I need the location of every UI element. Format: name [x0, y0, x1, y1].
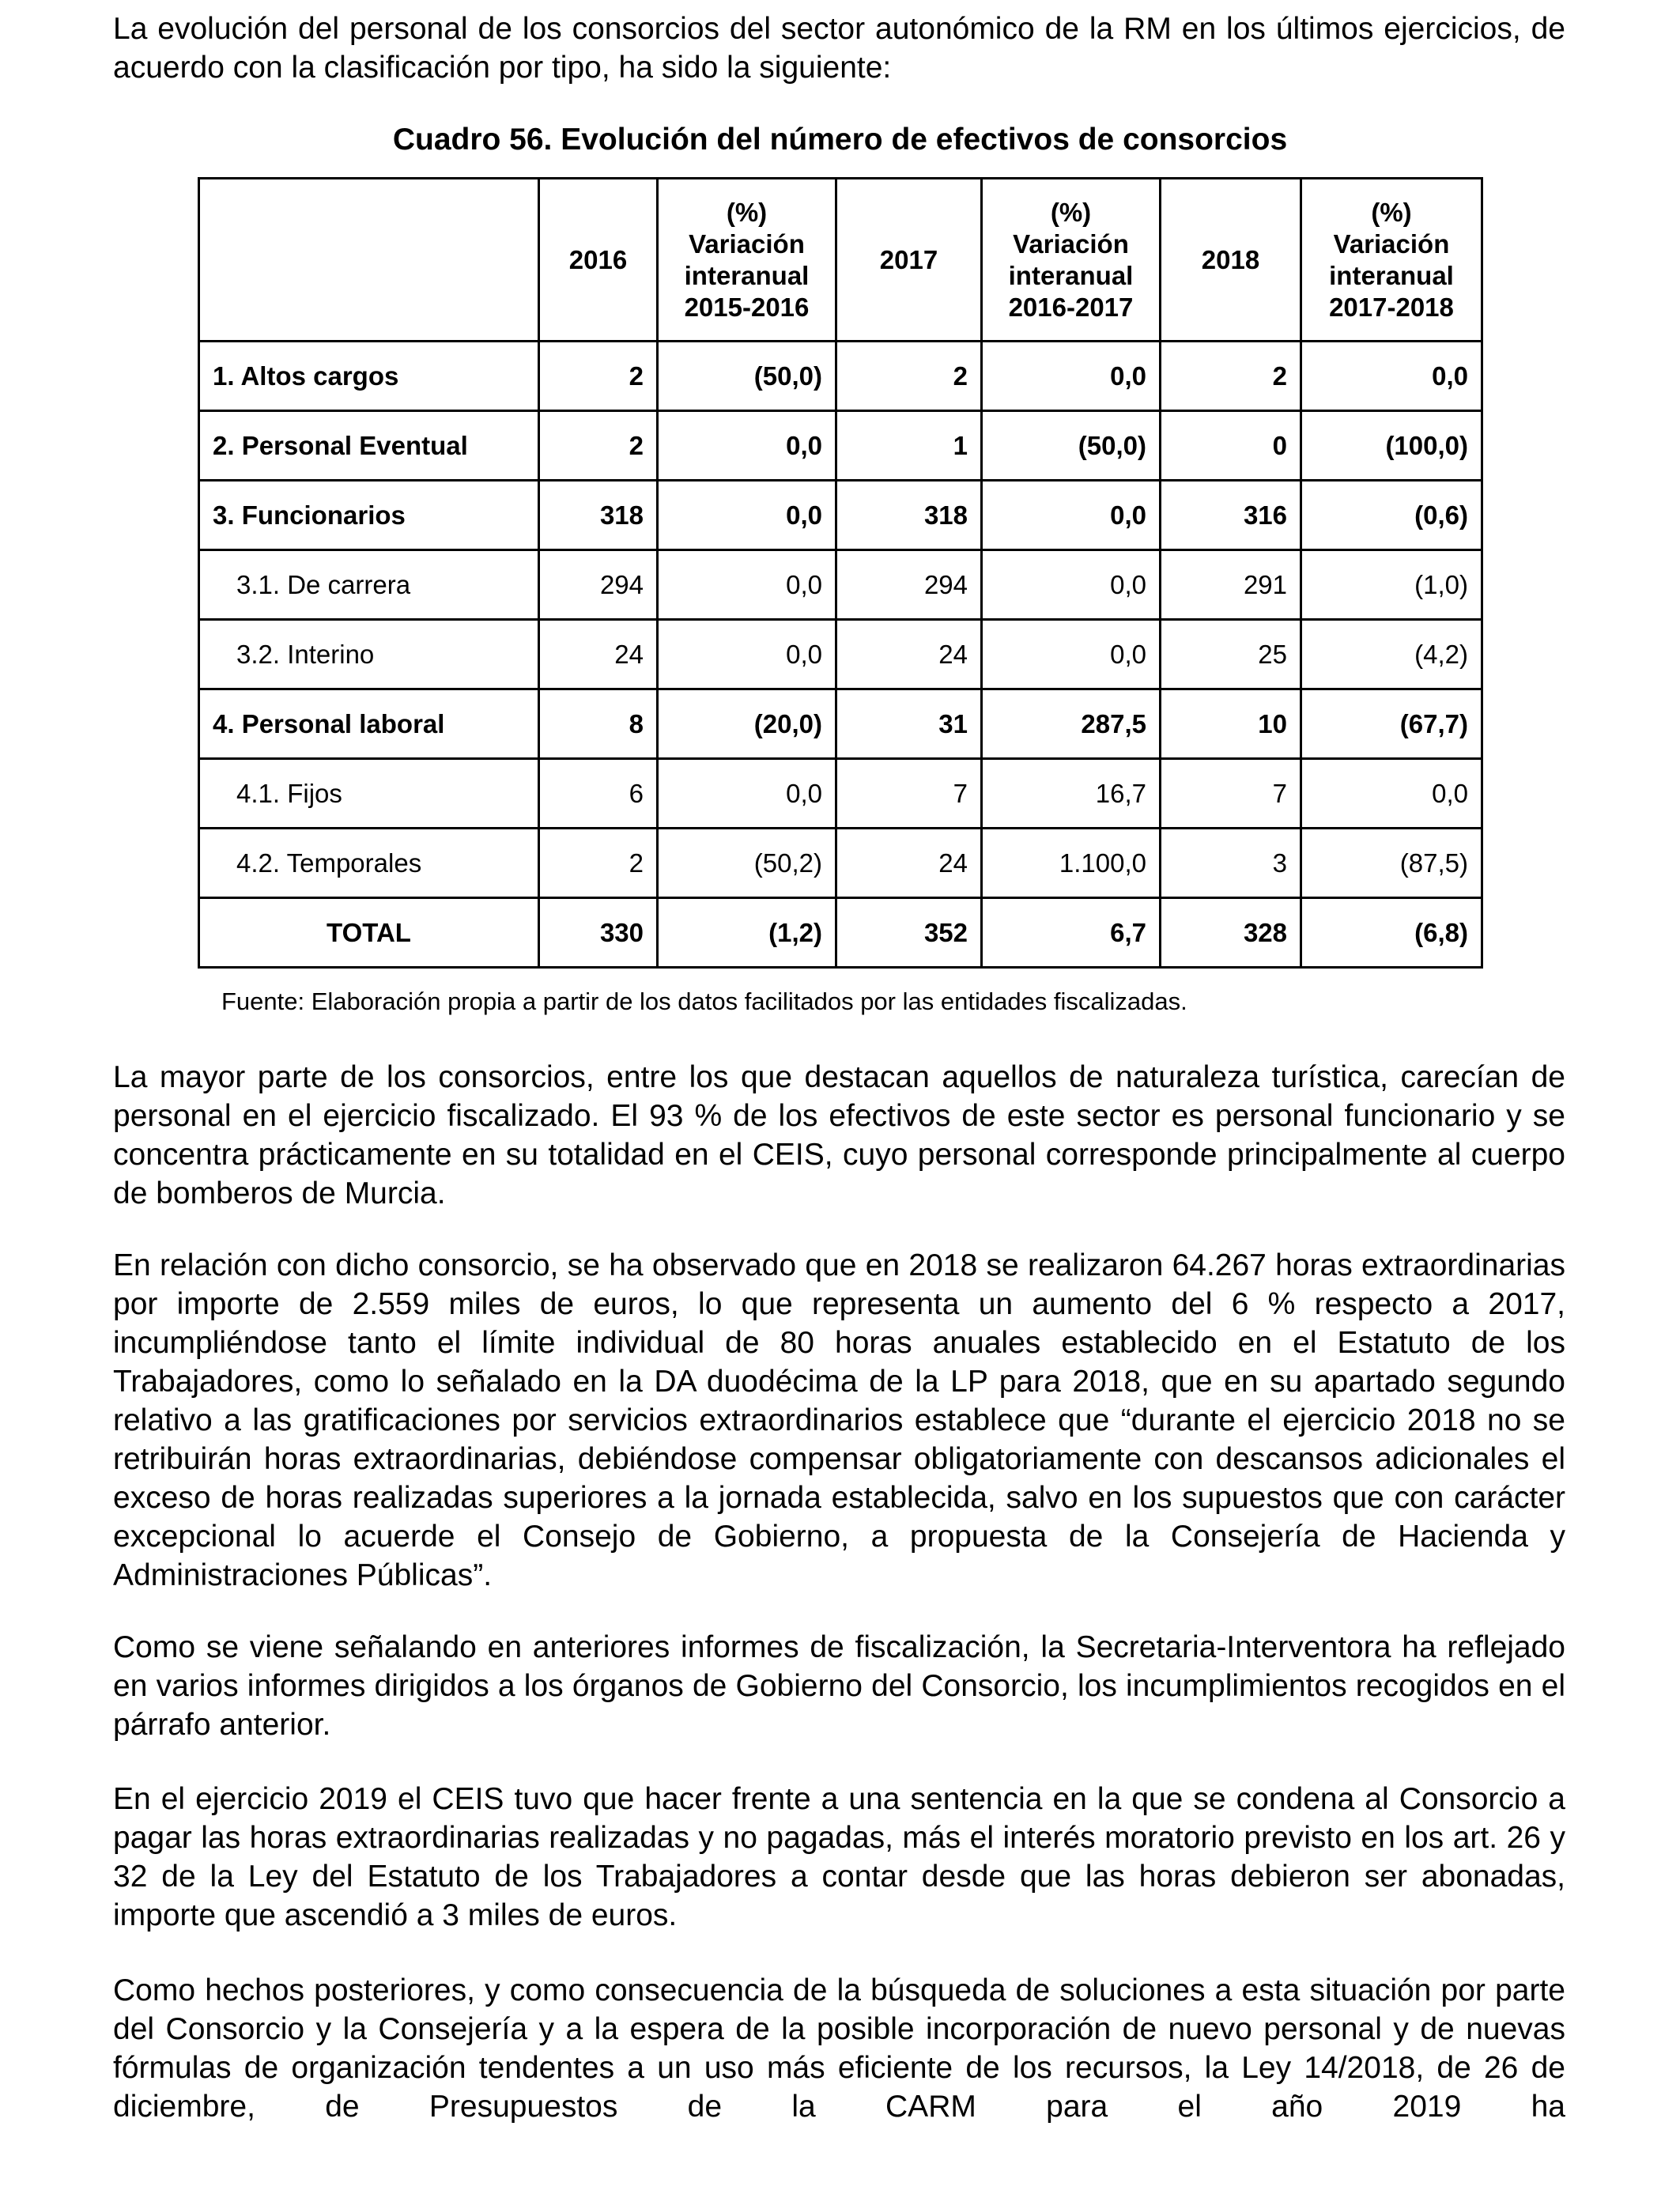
cell-var-2017-2018: (4,2): [1301, 620, 1482, 689]
cell-2016: 2: [539, 342, 658, 411]
header-variation-2017-2018: (%) Variación interanual 2017-2018: [1301, 179, 1482, 342]
body-paragraph-3: Como se viene señalando en anteriores informes de fiscalización, la Secretaria-Interventora ha reflejado en varios informes dirigidos a los órganos de Gobierno del Consorcio, los incumplimientos recogidos en el párrafo anterior.: [113, 1630, 1565, 1742]
cell-2018: 7: [1161, 759, 1301, 829]
row-label: 4.1. Fijos: [199, 759, 539, 829]
cell-var-2016-2017: 0,0: [982, 550, 1161, 620]
consorcios-staff-table: [198, 177, 1483, 969]
cell-var-2017-2018: (67,7): [1301, 689, 1482, 759]
cell-var-2016-2017: 0,0: [982, 620, 1161, 689]
row-label: TOTAL: [199, 898, 539, 968]
row-label: 3. Funcionarios: [199, 481, 539, 550]
table-row: [199, 829, 1482, 898]
cell-var-2017-2018: (1,0): [1301, 550, 1482, 620]
cell-2016: 24: [539, 620, 658, 689]
cell-var-2015-2016: (1,2): [658, 898, 836, 968]
table-header-row: [199, 179, 1482, 342]
intro-paragraph: La evolución del personal de los consorcios del sector autonómico de la RM en los últimos ejercicios, de acuerdo con la clasificación por tipo, ha sido la siguiente:: [113, 12, 1565, 85]
cell-var-2015-2016: 0,0: [658, 481, 836, 550]
cell-var-2017-2018: (87,5): [1301, 829, 1482, 898]
row-label: 1. Altos cargos: [199, 342, 539, 411]
table-row: [199, 411, 1482, 481]
cell-2018: 25: [1161, 620, 1301, 689]
cell-var-2015-2016: 0,0: [658, 759, 836, 829]
cell-2016: 2: [539, 411, 658, 481]
cell-var-2016-2017: 0,0: [982, 342, 1161, 411]
table-source-note: Fuente: Elaboración propia a partir de los datos facilitados por las entidades fiscalizadas.: [221, 987, 1187, 1015]
cell-var-2017-2018: (100,0): [1301, 411, 1482, 481]
cell-2016: 8: [539, 689, 658, 759]
cell-var-2015-2016: (20,0): [658, 689, 836, 759]
body-paragraph-4: En el ejercicio 2019 el CEIS tuvo que hacer frente a una sentencia en la que se condena al Consorcio a pagar las horas extraordinarias realizadas y no pagadas, más el interés moratorio previsto en los art. 26 y 32 de la Ley del Estatuto de los Trabajadores a contar desde que las horas debieron ser abonadas, importe que ascendió a 3 miles de euros.: [113, 1782, 1565, 1932]
cell-var-2017-2018: (0,6): [1301, 481, 1482, 550]
header-blank: [199, 179, 539, 342]
cell-2018: 2: [1161, 342, 1301, 411]
cell-2017: 1: [836, 411, 982, 481]
header-2017: 2017: [836, 179, 982, 342]
row-label: 3.1. De carrera: [199, 550, 539, 620]
cell-2017: 352: [836, 898, 982, 968]
table-caption: Cuadro 56. Evolución del número de efectivos de consorcios: [392, 123, 1288, 157]
cell-var-2015-2016: 0,0: [658, 550, 836, 620]
cell-var-2015-2016: 0,0: [658, 411, 836, 481]
table-row: [199, 550, 1482, 620]
row-label: 4. Personal laboral: [199, 689, 539, 759]
cell-2018: 316: [1161, 481, 1301, 550]
cell-var-2016-2017: 16,7: [982, 759, 1161, 829]
header-2016: 2016: [539, 179, 658, 342]
table-row: [199, 689, 1482, 759]
cell-var-2016-2017: 6,7: [982, 898, 1161, 968]
cell-var-2017-2018: (6,8): [1301, 898, 1482, 968]
header-2018: 2018: [1161, 179, 1301, 342]
cell-var-2015-2016: (50,2): [658, 829, 836, 898]
cell-var-2016-2017: 0,0: [982, 481, 1161, 550]
table-row: [199, 620, 1482, 689]
header-variation-2015-2016: (%) Variación interanual 2015-2016: [658, 179, 836, 342]
cell-var-2015-2016: (50,0): [658, 342, 836, 411]
cell-2018: 3: [1161, 829, 1301, 898]
cell-2016: 2: [539, 829, 658, 898]
cell-2017: 318: [836, 481, 982, 550]
body-paragraph-5: Como hechos posteriores, y como consecuencia de la búsqueda de soluciones a esta situación por parte del Consorcio y la Consejería y a la espera de la posible incorporación de nuevo personal y de nuevas fórmulas de organización tendentes a un uso más eficiente de los recursos, la Ley 14/2018, de 26 de diciembre, de Presupuestos de la CARM para el año 2019 ha: [113, 1973, 1565, 2124]
cell-2018: 0: [1161, 411, 1301, 481]
header-variation-2016-2017: (%) Variación interanual 2016-2017: [982, 179, 1161, 342]
cell-var-2017-2018: 0,0: [1301, 759, 1482, 829]
cell-2017: 31: [836, 689, 982, 759]
cell-var-2016-2017: (50,0): [982, 411, 1161, 481]
body-paragraph-1: La mayor parte de los consorcios, entre los que destacan aquellos de naturaleza turística, carecían de personal en el ejercicio fiscalizado. El 93 % de los efectivos de este sector es personal funcionario y se concentra prácticamente en su totalidad en el CEIS, cuyo personal corresponde principalmente al cuerpo de bomberos de Murcia.: [113, 1060, 1565, 1210]
cell-2018: 10: [1161, 689, 1301, 759]
table-row: [199, 342, 1482, 411]
row-label: 3.2. Interino: [199, 620, 539, 689]
cell-2016: 6: [539, 759, 658, 829]
cell-var-2016-2017: 1.100,0: [982, 829, 1161, 898]
cell-2017: 24: [836, 829, 982, 898]
cell-2016: 330: [539, 898, 658, 968]
cell-2018: 328: [1161, 898, 1301, 968]
table-row: [199, 481, 1482, 550]
cell-2017: 2: [836, 342, 982, 411]
cell-var-2016-2017: 287,5: [982, 689, 1161, 759]
body-paragraph-2: En relación con dicho consorcio, se ha observado que en 2018 se realizaron 64.267 horas extraordinarias por importe de 2.559 miles de euros, lo que representa un aumento del 6 % respecto a 2017, incumpliéndose tanto el límite individual de 80 horas anuales establecido en el Estatuto de los Trabajadores, como lo señalado en la DA duodécima de la LP para 2018, que en su apartado segundo relativo a las gratificaciones por servicios extraordinarios establece que “durante el ejercicio 2018 no se retribuirán horas extraordinarias, debiéndose compensar obligatoriamente con descansos adicionales el exceso de horas realizadas superiores a la jornada establecida, salvo en los supuestos que con carácter excepcional lo acuerde el Consejo de Gobierno, a propuesta de la Consejería de Hacienda y Administraciones Públicas”.: [113, 1248, 1565, 1592]
cell-2017: 294: [836, 550, 982, 620]
cell-2016: 318: [539, 481, 658, 550]
cell-2017: 24: [836, 620, 982, 689]
cell-2016: 294: [539, 550, 658, 620]
row-label: 4.2. Temporales: [199, 829, 539, 898]
table-row: [199, 759, 1482, 829]
cell-var-2015-2016: 0,0: [658, 620, 836, 689]
cell-var-2017-2018: 0,0: [1301, 342, 1482, 411]
cell-2018: 291: [1161, 550, 1301, 620]
row-label: 2. Personal Eventual: [199, 411, 539, 481]
table-total-row: [199, 898, 1482, 968]
cell-2017: 7: [836, 759, 982, 829]
